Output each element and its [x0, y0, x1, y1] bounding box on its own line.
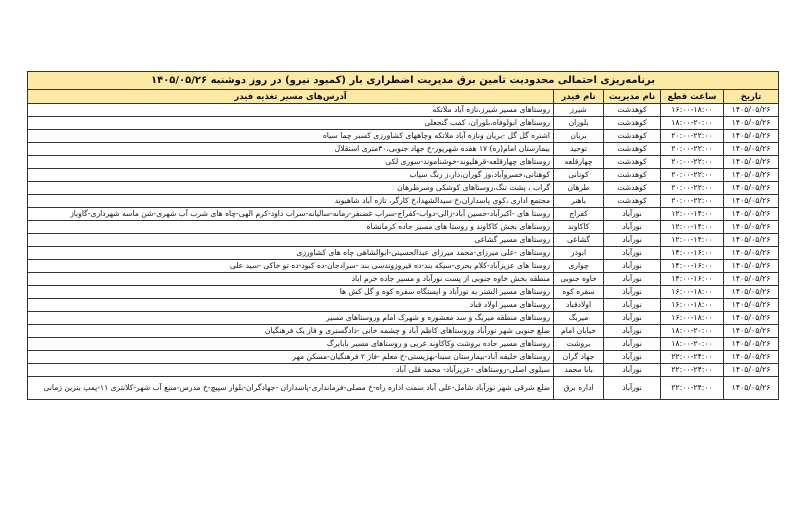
row-management: نورآباد: [604, 260, 661, 273]
table-row: [28, 221, 779, 234]
table-body: [28, 104, 779, 400]
row-address: سیلوی اصلی-روستاهای -عزیزآباد- محمد قلی آباد: [28, 364, 554, 377]
row-management: نورآباد: [604, 273, 661, 286]
row-cut-time: ۲۲:۰۰-۲۴:۰۰: [661, 377, 724, 400]
table-row: [28, 130, 779, 143]
row-address: گراب ، پشت تنگ،روستاهای کوشکی وسرطرهان: [28, 182, 554, 195]
row-feeder: خاوه جنوبی: [554, 273, 604, 286]
row-date: ۱۴۰۵/۰۵/۲۶: [724, 247, 779, 260]
row-cut-time: ۱۸:۰۰-۲۰:۰۰: [661, 338, 724, 351]
row-feeder: چهارقلعه: [554, 156, 604, 169]
row-cut-time: ۱۶:۰۰-۱۸:۰۰: [661, 104, 724, 117]
table-row: [28, 377, 779, 400]
row-date: ۱۴۰۵/۰۵/۲۶: [724, 169, 779, 182]
row-management: نورآباد: [604, 286, 661, 299]
row-feeder: بابا محمد: [554, 364, 604, 377]
row-address: کوهنانی،خسروآباد،وز گوران،دار،ز رنگ سیاب: [28, 169, 554, 182]
row-address: روستاهای منطقه میربگ و سد معشوره و شهرک امام وروستاهای مسیر: [28, 312, 554, 325]
row-cut-time: ۱۴:۰۰-۱۶:۰۰: [661, 260, 724, 273]
title-row: [28, 72, 779, 90]
row-address: روستا های -اکبرآباد-حسین آباد-زالی-دواب-کفراج-سراب غضنفر-رمانه-سالیانه-سراب داود-کرم الهی-چاه های شرب آب شهری-شن ماسه شهرداری-گاوباز: [28, 208, 554, 221]
table-row: [28, 286, 779, 299]
row-address: مجتمع اداری ،کوی پاسداران،خ سیدالشهدا،خ کارگر، تازه آباد شاهیوند: [28, 195, 554, 208]
row-date: ۱۴۰۵/۰۵/۲۶: [724, 208, 779, 221]
row-date: ۱۴۰۵/۰۵/۲۶: [724, 143, 779, 156]
table-row: [28, 325, 779, 338]
row-address: روستاهای مسیر شیرز،نازه آباد ملاتکه: [28, 104, 554, 117]
row-feeder: اداره برق: [554, 377, 604, 400]
row-date: ۱۴۰۵/۰۵/۲۶: [724, 130, 779, 143]
row-date: ۱۴۰۵/۰۵/۲۶: [724, 312, 779, 325]
row-cut-time: ۲۰:۰۰-۲۲:۰۰: [661, 182, 724, 195]
row-feeder: کفراج: [554, 208, 604, 221]
row-date: ۱۴۰۵/۰۵/۲۶: [724, 260, 779, 273]
table-row: [28, 156, 779, 169]
row-management: نورآباد: [604, 312, 661, 325]
schedule-sheet: [27, 71, 778, 400]
table-row: [28, 299, 779, 312]
row-cut-time: ۱۲:۰۰-۱۴:۰۰: [661, 221, 724, 234]
row-address: روستاهای مسیر جاده بروشت وکاکاوند غربی و روستاهای مسیر بابایرگ: [28, 338, 554, 351]
row-cut-time: ۲۰:۰۰-۲۲:۰۰: [661, 169, 724, 182]
row-management: کوهدشت: [604, 169, 661, 182]
row-cut-time: ۲۲:۰۰-۲۴:۰۰: [661, 364, 724, 377]
row-date: ۱۴۰۵/۰۵/۲۶: [724, 325, 779, 338]
row-date: ۱۴۰۵/۰۵/۲۶: [724, 195, 779, 208]
row-cut-time: ۱۲:۰۰-۱۴:۰۰: [661, 208, 724, 221]
row-feeder: میربگ: [554, 312, 604, 325]
row-date: ۱۴۰۵/۰۵/۲۶: [724, 221, 779, 234]
row-feeder: بروشت: [554, 338, 604, 351]
header-time: ساعت قطع: [661, 90, 724, 104]
row-cut-time: ۱۶:۰۰-۱۸:۰۰: [661, 286, 724, 299]
row-address: روستاهای مسیر الشتر به نورآباد و ایستگاه سفره کوه و گل کش ها: [28, 286, 554, 299]
row-feeder: اولادقباد: [554, 299, 604, 312]
table-row: [28, 312, 779, 325]
table-row: [28, 169, 779, 182]
row-management: نورآباد: [604, 338, 661, 351]
row-management: نورآباد: [604, 221, 661, 234]
row-address: روستاهای -علی میرزای-محمد میرزای عبدالحسینی-ابوالشاهی چاه های کشاورزی: [28, 247, 554, 260]
row-address: روستاهای مسیر گشاغی: [28, 234, 554, 247]
table-row: [28, 364, 779, 377]
row-feeder: بریان: [554, 130, 604, 143]
table-row: [28, 247, 779, 260]
row-feeder: توحید: [554, 143, 604, 156]
row-address: منطقه بخش خاوه جنوبی از پست نورآباد و مسیر جاده خرم اباد: [28, 273, 554, 286]
header-address: آدرس‌های مسیر تغذیه فیدر: [28, 90, 554, 104]
row-feeder: خیابان امام: [554, 325, 604, 338]
row-management: کوهدشت: [604, 182, 661, 195]
row-management: نورآباد: [604, 377, 661, 400]
row-address: بیمارستان امام(ره) ۱۷ هفده شهریور-خ جهاد جنوبی،۳۰متری استقلال: [28, 143, 554, 156]
row-date: ۱۴۰۵/۰۵/۲۶: [724, 299, 779, 312]
table-row: [28, 104, 779, 117]
header-feeder: نام فیدر: [554, 90, 604, 104]
row-management: نورآباد: [604, 299, 661, 312]
row-feeder: چواری: [554, 260, 604, 273]
header-date: تاریخ: [724, 90, 779, 104]
table-row: [28, 195, 779, 208]
row-feeder: ابوذر: [554, 247, 604, 260]
row-address: ضلع جنوبی شهر نورآباد وروستاهای کاظم آباد و چشمه خانی -دادگستری و فاز یک فرهنگیان: [28, 325, 554, 338]
row-date: ۱۴۰۵/۰۵/۲۶: [724, 377, 779, 400]
row-management: نورآباد: [604, 247, 661, 260]
row-date: ۱۴۰۵/۰۵/۲۶: [724, 351, 779, 364]
row-management: کوهدشت: [604, 195, 661, 208]
row-date: ۱۴۰۵/۰۵/۲۶: [724, 234, 779, 247]
row-management: نورآباد: [604, 208, 661, 221]
row-cut-time: ۱۴:۰۰-۱۶:۰۰: [661, 247, 724, 260]
row-date: ۱۴۰۵/۰۵/۲۶: [724, 364, 779, 377]
row-cut-time: ۱۶:۰۰-۱۸:۰۰: [661, 299, 724, 312]
table-row: [28, 182, 779, 195]
row-management: کوهدشت: [604, 117, 661, 130]
row-cut-time: ۱۴:۰۰-۱۶:۰۰: [661, 273, 724, 286]
row-feeder: کونانی: [554, 169, 604, 182]
table-row: [28, 260, 779, 273]
row-management: نورآباد: [604, 325, 661, 338]
row-cut-time: ۲۰:۰۰-۲۲:۰۰: [661, 156, 724, 169]
table-row: [28, 117, 779, 130]
row-cut-time: ۱۲:۰۰-۱۴:۰۰: [661, 234, 724, 247]
row-cut-time: ۱۸:۰۰-۲۰:۰۰: [661, 325, 724, 338]
table-row: [28, 143, 779, 156]
row-cut-time: ۲۲:۰۰-۲۴:۰۰: [661, 351, 724, 364]
row-cut-time: ۱۸:۰۰-۲۰:۰۰: [661, 117, 724, 130]
row-management: نورآباد: [604, 364, 661, 377]
row-date: ۱۴۰۵/۰۵/۲۶: [724, 338, 779, 351]
row-management: کوهدشت: [604, 104, 661, 117]
row-management: نورآباد: [604, 234, 661, 247]
row-management: کوهدشت: [604, 143, 661, 156]
row-feeder: گشاغی: [554, 234, 604, 247]
row-feeder: طرهان: [554, 182, 604, 195]
row-cut-time: ۲۰:۰۰-۲۲:۰۰: [661, 195, 724, 208]
row-management: کوهدشت: [604, 130, 661, 143]
row-management: نورآباد: [604, 351, 661, 364]
row-feeder: جهاد گران: [554, 351, 604, 364]
row-date: ۱۴۰۵/۰۵/۲۶: [724, 182, 779, 195]
row-date: ۱۴۰۵/۰۵/۲۶: [724, 104, 779, 117]
table-row: [28, 351, 779, 364]
row-address: روستاهای خلیفه آباد-بیمارستان سینا-بهزیستی-خ معلم -فاز ۲ فرهنگیان-مسکن مهر: [28, 351, 554, 364]
table-row: [28, 338, 779, 351]
table-row: [28, 273, 779, 286]
row-cut-time: ۱۶:۰۰-۱۸:۰۰: [661, 312, 724, 325]
row-feeder: سفره کوه: [554, 286, 604, 299]
row-address: اشتره گل گل -بریان ونازه آباد ملاتکه وچاههای کشاورزی کسبر چما سیاه: [28, 130, 554, 143]
row-date: ۱۴۰۵/۰۵/۲۶: [724, 273, 779, 286]
schedule-table: [27, 71, 779, 400]
row-feeder: باهنر: [554, 195, 604, 208]
row-date: ۱۴۰۵/۰۵/۲۶: [724, 156, 779, 169]
row-address: روستا های عزیزآباد-کلام بحری-سیکه بند-ده فیروزوندسی بند -سرادجان-ده کبود-ده تو خاکی -سید علی: [28, 260, 554, 273]
row-feeder: بلوران: [554, 117, 604, 130]
row-feeder: کاکاوند: [554, 221, 604, 234]
row-address: ضلع شرقی شهر نورآباد شامل-علی آباد سمت اداره راه-خ مصلی-فرمانداری-پاسداران -جهادگران-بلوار سپیچ-خ مدرس-منبع آب شهر-کلانتری ۱۱-پمپ بنزین زمانی: [28, 377, 554, 400]
page-title: برنامه‌ریزی احتمالی محدودیت تامین برق مدیریت اضطراری بار (کمبود نیرو) در روز دوشنبه ۱۴۰۵/۰۵/۲۶: [28, 72, 779, 90]
table-row: [28, 234, 779, 247]
row-cut-time: ۲۰:۰۰-۲۲:۰۰: [661, 130, 724, 143]
row-cut-time: ۲۰:۰۰-۲۲:۰۰: [661, 143, 724, 156]
row-management: کوهدشت: [604, 156, 661, 169]
row-feeder: شیرز: [554, 104, 604, 117]
table-row: [28, 208, 779, 221]
row-date: ۱۴۰۵/۰۵/۲۶: [724, 117, 779, 130]
row-address: روستاهای چهارقلعه-قرهلیوند-خوشناموند-سوری لکی: [28, 156, 554, 169]
header-row: [28, 90, 779, 104]
row-date: ۱۴۰۵/۰۵/۲۶: [724, 286, 779, 299]
row-address: روستاهای مسیر اولاد قباد: [28, 299, 554, 312]
header-management: نام مدیریت: [604, 90, 661, 104]
row-address: روستاهای ابولوفاه،بلوران، کمب گنجعلی: [28, 117, 554, 130]
row-address: روستاهای بخش کاکاوند و روستا های مسیر جاده کرمانشاه: [28, 221, 554, 234]
